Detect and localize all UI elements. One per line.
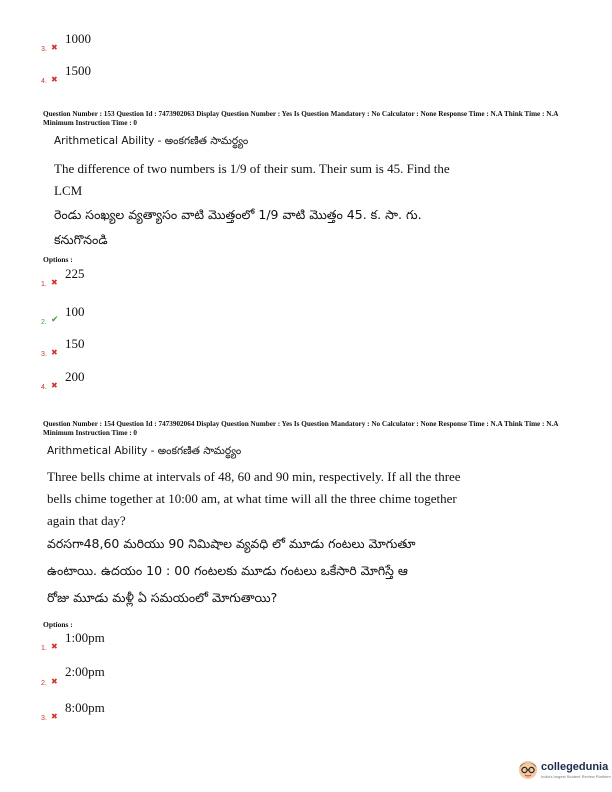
cross-icon: ✖ [51, 43, 58, 52]
question-text-te: కనుగొనండి [54, 232, 108, 247]
options-label: Options : [43, 255, 73, 264]
question-text-en: The difference of two numbers is 1/9 of their sum. Their sum is 45. Find the [54, 161, 450, 176]
cross-icon: ✖ [51, 712, 58, 721]
option-value: 150 [65, 336, 85, 351]
option-number: 1. [41, 645, 47, 652]
cross-icon: ✖ [51, 75, 58, 84]
option-number: 2. [41, 680, 47, 687]
question-text-en: bells chime together at 10:00 am, at what time will all the three chime together [47, 491, 457, 506]
option-value: 200 [65, 369, 85, 384]
question-text-en: Three bells chime at intervals of 48, 60 and 90 min, respectively. If all the three [47, 469, 461, 484]
option-number: 4. [41, 78, 47, 85]
subject-label: Arithmetical Ability - అంకగణిత సామర్థ్యం [54, 135, 249, 147]
option-number: 3. [41, 351, 47, 358]
question-text-te: రెండు సంఖ్యల వ్యత్యాసం వాటి మొత్తంలో 1/9 వాటి మొత్తం 45. క. సా. గు. [54, 207, 422, 222]
cross-icon: ✖ [51, 278, 58, 287]
cross-icon: ✖ [51, 348, 58, 357]
option-value: 8:00pm [65, 700, 105, 715]
mascot-icon [517, 757, 539, 781]
options-label: Options : [43, 620, 73, 629]
option-number: 4. [41, 384, 47, 391]
option-value: 2:00pm [65, 664, 105, 679]
question-text-te: వరసగా48,60 మరియు 90 నిమిషాల వ్యవధి లో మూడు గంటలు మోగుతూ [47, 536, 416, 551]
check-icon: ✔ [51, 315, 59, 325]
question-header: Question Number : 154 Question Id : 7473902064 Display Question Number : Yes Is Question Mandatory : No Calculator : None Response Time : N.A Think Time : N.A Minimum Instruction Time : 0 [43, 420, 559, 437]
question-text-te: రోజు మూడు మళ్లీ ఏ సమయంలో మోగుతాయి? [47, 590, 278, 605]
cross-icon: ✖ [51, 677, 58, 686]
subject-label: Arithmetical Ability - అంకగణిత సామర్థ్యం [47, 445, 242, 457]
option-number: 1. [41, 281, 47, 288]
option-value: 100 [65, 304, 85, 319]
option-value: 1:00pm [65, 630, 105, 645]
logo-name: collegedunia [541, 761, 609, 773]
option-value: 225 [65, 266, 85, 281]
option-number: 3. [41, 46, 47, 53]
cross-icon: ✖ [51, 381, 58, 390]
option-number: 3. [41, 715, 47, 722]
logo-tagline: India's largest Student Review Platform [541, 774, 611, 779]
collegedunia-logo [517, 757, 612, 787]
option-value: 1500 [65, 63, 91, 78]
question-text-te: ఉంటాయి. ఉదయం 10 : 00 గంటలకు మూడు గంటలు ఒకేసారి మోగిస్తే ఆ [47, 563, 408, 578]
option-value: 1000 [65, 31, 91, 46]
question-text-en: LCM [54, 183, 83, 198]
question-text-en: again that day? [47, 513, 126, 528]
option-number: 2. [41, 319, 47, 326]
cross-icon: ✖ [51, 642, 58, 651]
question-header: Question Number : 153 Question Id : 7473902063 Display Question Number : Yes Is Question Mandatory : No Calculator : None Response Time : N.A Think Time : N.A Minimum Instruction Time : 0 [43, 110, 559, 127]
